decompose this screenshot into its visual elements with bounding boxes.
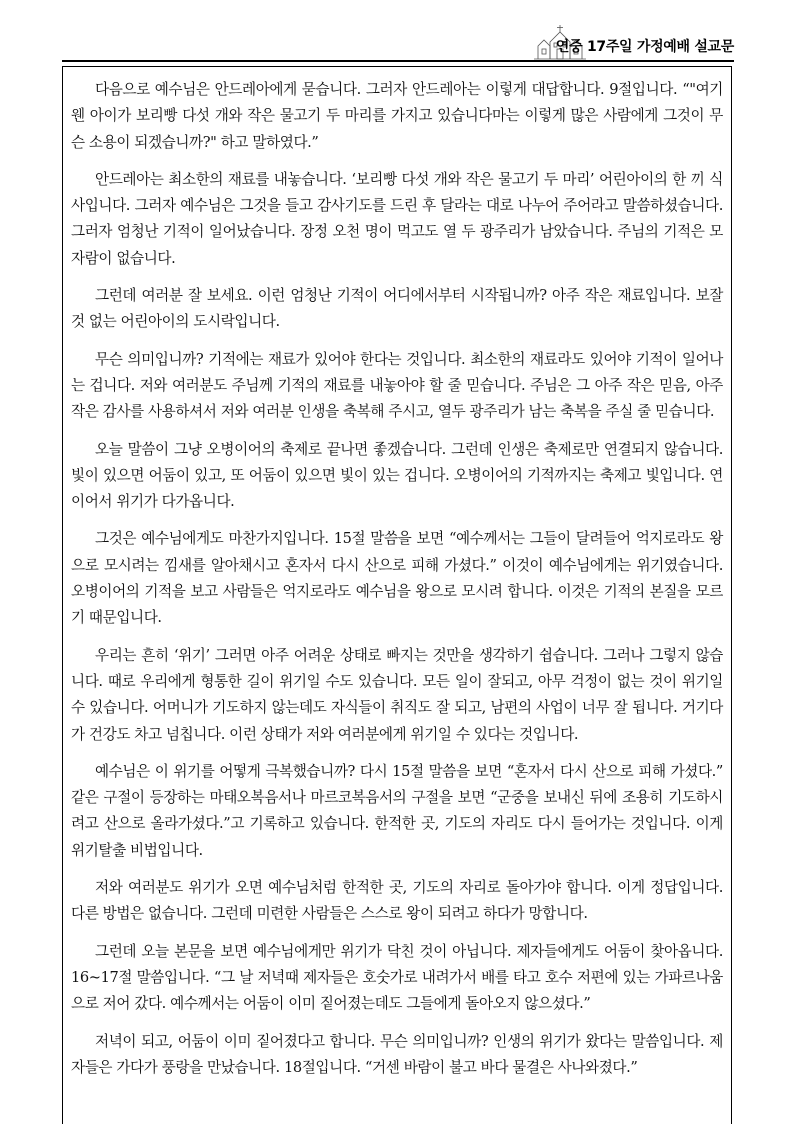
paragraph: 예수님은 이 위기를 어떻게 극복했습니까? 다시 15절 말씀을 보면 “혼자서 다시 산으로 피해 가셨다.” 같은 구절이 등장하는 마태오복음서나 마르코복음서의 구절을 보면 “군중을 보내신 뒤에 조용히 기도하시려고 산으로 올라가셨다.”고 기록하고 있습니다. 한적한 곳, 기도의 자리도 다시 들어가는 것입니다. 이게 위기탈출 비법입니다. <box>71 762 723 859</box>
paragraph: 오늘 말씀이 그냥 오병이어의 축제로 끝나면 좋겠습니다. 그런데 인생은 축제로만 연결되지 않습니다. 빛이 있으면 어둠이 있고, 또 어둠이 있으면 빛이 있는 겁니다. 오병이어의 기적까지는 축제고 빛입니다. 연이어서 위기가 다가옵니다. <box>71 440 723 511</box>
header-title: 연중 17주일 가정예배 설교문 <box>555 39 734 55</box>
paragraph: 저녁이 되고, 어둠이 이미 짙어졌다고 합니다. 무슨 의미입니까? 인생의 위기가 왔다는 말씀입니다. 제자들은 가다가 풍랑을 만났습니다. 18절입니다. “거센 바람이 불고 바다 물결은 사나와졌다.” <box>71 1032 723 1076</box>
paragraph: 안드레아는 최소한의 재료를 내놓습니다. ‘보리빵 다섯 개와 작은 물고기 두 마리’ 어린아이의 한 끼 식사입니다. 그러자 예수님은 그것을 들고 감사기도를 드린 후 달라는 대로 나누어 주어라고 말씀하셨습니다. 그러자 엄청난 기적이 일어났습니다. 장정 오천 명이 먹고도 열 두 광주리가 남았습니다. 주님의 기적은 모자람이 없습니다. <box>71 170 723 267</box>
paragraph: 그런데 여러분 잘 보세요. 이런 엄청난 기적이 어디에서부터 시작됩니까? 아주 작은 재료입니다. 보잘 것 없는 어린아이의 도시락입니다. <box>71 287 723 331</box>
paragraph: 우리는 흔히 ‘위기’ 그러면 아주 어려운 상태로 빠지는 것만을 생각하기 쉽습니다. 그러나 그렇지 않습니다. 때로 우리에게 형통한 길이 위기일 수도 있습니다. 모든 일이 잘되고, 아무 걱정이 없는 것이 위기일 수 있습니다. 어머니가 기도하지 않는데도 자식들이 취직도 잘 되고, 남편의 사업이 너무 잘 됩니다. 거기다가 건강도 차고 넘칩니다. 이런 상태가 저와 여러분에게 위기일 수 있다는 것입니다. <box>71 646 723 743</box>
sermon-body-frame <box>62 66 732 1124</box>
paragraph: 저와 여러분도 위기가 오면 예수님처럼 한적한 곳, 기도의 자리로 돌아가야 합니다. 이게 정답입니다. 다른 방법은 없습니다. 그런데 미련한 사람들은 스스로 왕이 되려고 하다가 망합니다. <box>71 879 723 923</box>
paragraph: 그런데 오늘 본문을 보면 예수님에게만 위기가 닥친 것이 아닙니다. 제자들에게도 어둠이 찾아옵니다. 16~17절 말씀입니다. “그 날 저녁때 제자들은 호숫가로 내려가서 배를 타고 호수 저편에 있는 가파르나움으로 저어 갔다. 예수께서는 어둠이 이미 짙어졌는데도 그들에게 돌아오지 않으셨다.” <box>71 942 723 1013</box>
paragraph: 무슨 의미입니까? 기적에는 재료가 있어야 한다는 것입니다. 최소한의 재료라도 있어야 기적이 일어나는 겁니다. 저와 여러분도 주님께 기적의 재료를 내놓아야 할 줄 믿습니다. 주님은 그 아주 작은 믿음, 아주 작은 감사를 사용하셔서 저와 여러분 인생을 축복해 주시고, 열두 광주리가 남는 축복을 주실 줄 믿습니다. <box>71 350 723 421</box>
page-header <box>62 22 734 62</box>
paragraph: 다음으로 예수님은 안드레아에게 묻습니다. 그러자 안드레아는 이렇게 대답합니다. 9절입니다. “"여기 웬 아이가 보리빵 다섯 개와 작은 물고기 두 마리를 가지고 있습니다마는 이렇게 많은 사람에게 그것이 무슨 소용이 되겠습니까?" 하고 말하였다.” <box>71 81 723 151</box>
sermon-text <box>71 77 723 1092</box>
paragraph: 그것은 예수님에게도 마찬가지입니다. 15절 말씀을 보면 “예수께서는 그들이 달려들어 억지로라도 왕으로 모시려는 낌새를 알아채시고 혼자서 다시 산으로 피해 가셨다.” 이것이 예수님에게는 위기였습니다. 오병이어의 기적을 보고 사람들은 억지로라도 예수님을 왕으로 모시려 합니다. 이것은 기적의 본질을 모르기 때문입니다. <box>71 530 723 627</box>
header-divider <box>62 60 734 62</box>
